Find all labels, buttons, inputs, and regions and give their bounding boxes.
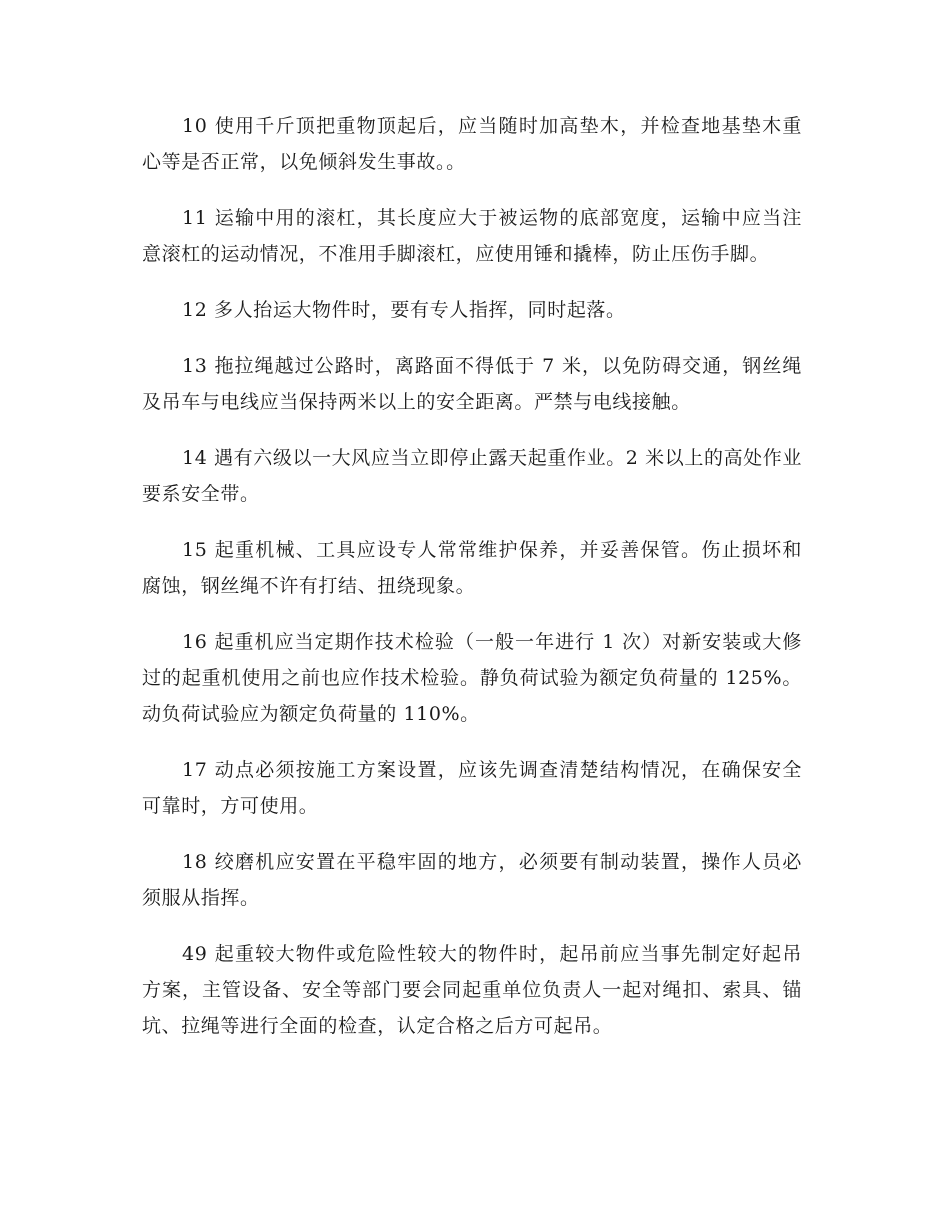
paragraph-17: 17 动点必须按施工方案设置，应该先调查清楚结构情况，在确保安全可靠时，方可使用。 [142, 759, 802, 817]
paragraph-18: 18 绞磨机应安置在平稳牢固的地方，必须要有制动装置，操作人员必须服从指挥。 [142, 851, 802, 909]
paragraph-16: 16 起重机应当定期作技术检验（一般一年进行 1 次）对新安装或大修过的起重机使用之前也应作技术检验。静负荷试验为额定负荷量的 125%。动负荷试验应为额定负荷量的 110%。 [142, 631, 802, 725]
paragraph-14: 14 遇有六级以一大风应当立即停止露天起重作业。2 米以上的高处作业要系安全带。 [142, 447, 802, 505]
paragraph-10: 10 使用千斤顶把重物顶起后，应当随时加高垫木，并检查地基垫木重心等是否正常，以免倾斜发生事故。。 [142, 115, 802, 173]
document-body [142, 108, 802, 1064]
paragraph-49: 49 起重较大物件或危险性较大的物件时，起吊前应当事先制定好起吊方案，主管设备、安全等部门要会同起重单位负责人一起对绳扣、索具、锚坑、拉绳等进行全面的检查，认定合格之后方可起吊。 [142, 943, 802, 1037]
paragraph-12: 12 多人抬运大物件时，要有专人指挥，同时起落。 [182, 299, 626, 321]
paragraph-15: 15 起重机械、工具应设专人常常维护保养，并妥善保管。伤止损坏和腐蚀，钢丝绳不许有打结、扭绕现象。 [142, 539, 802, 597]
paragraph-13: 13 拖拉绳越过公路时，离路面不得低于 7 米，以免防碍交通，钢丝绳及吊车与电线应当保持两米以上的安全距离。严禁与电线接触。 [142, 355, 802, 413]
paragraph-11: 11 运输中用的滚杠，其长度应大于被运物的底部宽度，运输中应当注意滚杠的运动情况，不准用手脚滚杠，应使用锤和撬棒，防止压伤手脚。 [142, 207, 802, 265]
